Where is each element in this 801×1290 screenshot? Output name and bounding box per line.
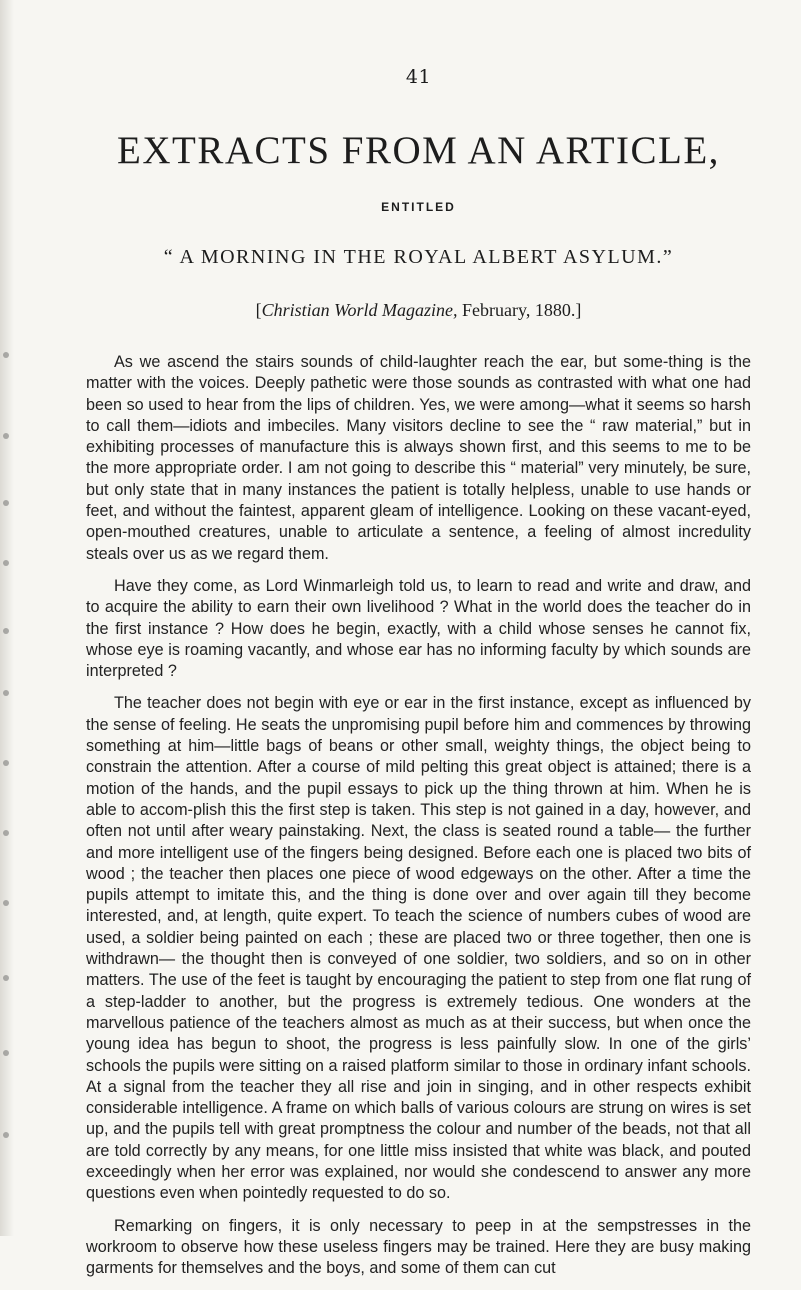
paragraph: As we ascend the stairs sounds of child-laughter reach the ear, but some-thing is the matter with the voices. Deeply pathetic were those sounds as contrasted with what one had been so used to hear from the lips of children. Yes, we were among—what it seems so harsh to call them—idiots and imbeciles. Many visitors decline to see the “ raw material,” but in exhibiting processes of manufacture this is always shown first, and this seems to me to be the more appropriate order. I am not going to describe this “ material” very minutely, be sure, but only state that in many instances the patient is totally helpless, unable to use hands or feet, and without the faintest, apparent gleam of intelligence. Looking on these vacant-eyed, open-mouthed creatures, unable to articulate a sentence, a feeling of almost incredulity steals over us as we regard them. [86,353,751,563]
binding-edge [0,0,14,1236]
paragraph: The teacher does not begin with eye or ear in the first instance, except as influenced by the sense of feeling. He seats the unpromising pupil before him and commences by throwing something at him—little bags of beans or other small, weighty things, the object being to constrain the attention. After a course of mild pelting this great object is attained; there is a motion of the hands, and the pupil essays to pick up the thing thrown at him. When he is able to accom-plish this the first step is taken. This step is not gained in a day, however, and often not until after weary painstaking. Next, the class is seated round a table— the further and more intelligent use of the fingers being designed. Before each one is placed two bits of wood ; the teacher then places one piece of wood edgeways on the other. After a time the pupils attempt to imitate this, and the thing is done over and over again till they become interested, and, at length, quite expert. To teach the science of numbers cubes of wood are used, a soldier being painted on each ; these are placed two or three together, then one is withdrawn— the thought then is conveyed of one soldier, two soldiers, and so on in other matters. The use of the feet is taught by encouraging the patient to step from one flat rung of a step-ladder to another, but the progress is extremely tedious. One wonders at the marvellous patience of the teachers almost as much as at their success, but when once the young idea has begun to shoot, the progress is less painfully slow. In one of the girls’ schools the pupils were sitting on a raised platform similar to those in ordinary infant schools. At a signal from the teacher they all rise and join in singing, and in other respects exhibit considerable intelligence. A frame on which balls of various colours are strung on wires is set up, and the pupils tell with great promptness the colour and number of the beads, not that all are told correctly by any means, for one little miss insisted that white was black, and pouted exceedingly when her error was explained, nor would she condescend to answer any more questions even when pointedly requested to do so. [86,694,751,1203]
binding-mark [3,900,9,906]
document-page [86,0,751,1278]
article-body [86,352,751,1290]
source-citation [86,300,751,321]
binding-mark [3,690,9,696]
binding-mark [3,1050,9,1056]
main-title: EXTRACTS FROM AN ARTICLE, [117,129,720,172]
citation-magazine: Christian World Magazine, [261,300,458,320]
binding-mark [3,433,9,439]
binding-mark [3,628,9,634]
binding-mark [3,1132,9,1138]
citation-date: February, 1880.] [457,300,582,320]
binding-mark [3,830,9,836]
binding-mark [3,500,9,506]
binding-mark [3,352,9,358]
binding-mark [3,975,9,981]
binding-mark [3,560,9,566]
article-subtitle: “ A MORNING IN THE ROYAL ALBERT ASYLUM.” [163,246,674,268]
paragraph: Remarking on fingers, it is only necessary to peep in at the sempstresses in the workroom to observe how these useless fingers may be trained. Here they are busy making garments for themselves and the boys, and some of them can cut [86,1216,751,1278]
binding-mark [3,760,9,766]
page-number: 41 [405,66,432,88]
citation-open-bracket: [ [255,300,262,320]
paragraph: Have they come, as Lord Winmarleigh told us, to learn to read and write and draw, and to acquire the ability to earn their own livelihood ? What in the world does the teacher do in the first instance ? How does he begin, exactly, with a child whose senses he cannot fix, whose eye is roaming vacantly, and whose ear has no informing faculty by which sounds are interpreted ? [86,576,751,681]
entitled-label: ENTITLED [381,200,456,214]
